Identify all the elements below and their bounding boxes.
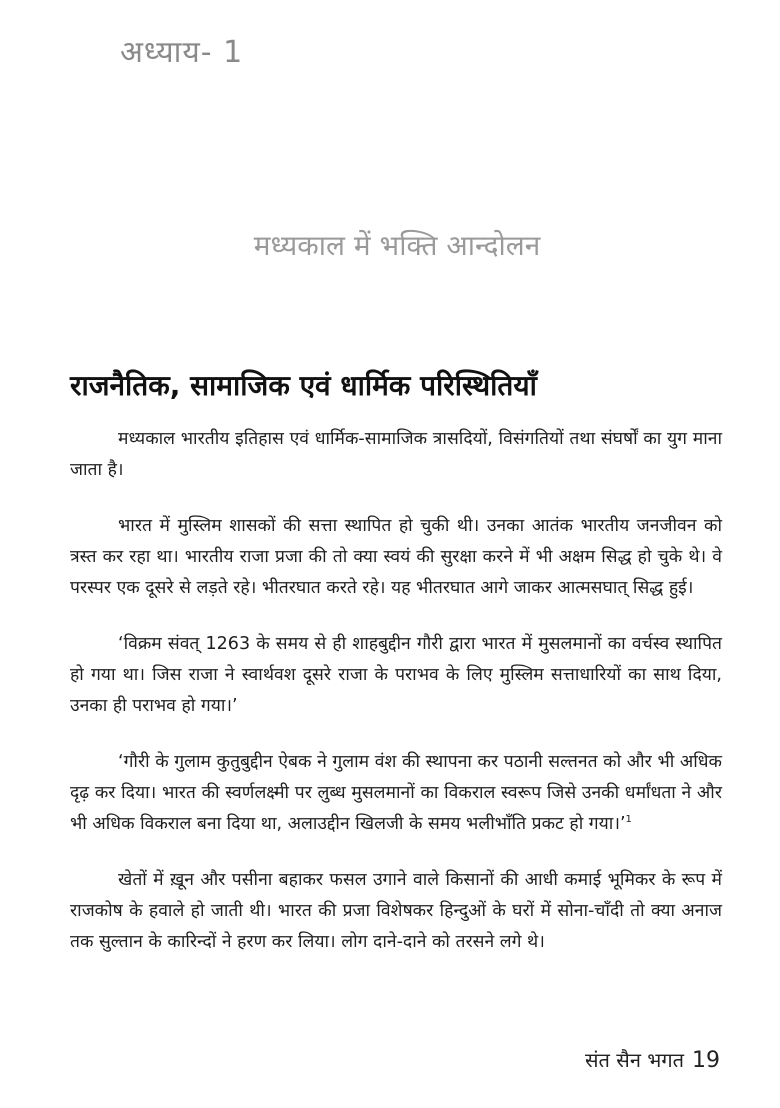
paragraph-1: मध्यकाल भारतीय इतिहास एवं धार्मिक-सामाजिक त्रासदियों, विसंगतियों तथा संघर्षों का युग माना जाता है। (70, 429, 722, 480)
body-text (70, 424, 722, 983)
chapter-label: अध्याय- 1 (120, 35, 244, 70)
section-heading: राजनैतिक, सामाजिक एवं धार्मिक परिस्थितियाँ (70, 369, 537, 402)
paragraph-2: भारत में मुस्लिम शासकों की सत्ता स्थापित हो चुकी थी। उनका आतंक भारतीय जनजीवन को त्रस्त कर रहा था। भारतीय राजा प्रजा की तो क्या स्वयं की सुरक्षा करने में भी अक्षम सिद्ध हो चुके थे। वे परस्पर एक दूसरे से लड़ते रहे। भीतरघात करते रहे। यह भीतरघात आगे जाकर आत्मसघात् सिद्ध हुई। (70, 516, 722, 598)
footnote-marker: 1 (625, 814, 632, 826)
paragraph-4-text: ‘गौरी के गुलाम कुतुबुद्दीन ऐबक ने गुलाम वंश की स्थापना कर पठानी सल्तनत को और भी अधिक दृढ़ कर दिया। भारत की स्वर्णलक्ष्मी पर लुब्ध मुसलमानों का विकराल स्वरूप जिसे उनकी धर्मांधता ने और भी अधिक विकराल बना दिया था, अलाउद्दीन खिलजी के समय भलीभाँति प्रकट हो गया।’ (70, 752, 722, 834)
paragraph-4 (70, 747, 722, 840)
book-title: संत सैन भगत (585, 1048, 684, 1072)
page-number: 19 (692, 1048, 720, 1073)
paragraph-5: खेतों में ख़ून और पसीना बहाकर फसल उगाने वाले किसानों की आधी कमाई भूमिकर के रूप में राजकोष के हवाले हो जाती थी। भारत की प्रजा विशेषकर हिन्दुओं के घरों में सोना-चाँदी तो क्या अनाज तक सुल्तान के कारिन्दों ने हरण कर लिया। लोग दाने-दाने को तरसने लगे थे। (70, 870, 722, 952)
paragraph-3: ‘विक्रम संवत् 1263 के समय से ही शाहबुद्दीन गौरी द्वारा भारत में मुसलमानों का वर्चस्व स्थापित हो गया था। जिस राजा ने स्वार्थवश दूसरे राजा के पराभव के लिए मुस्लिम सत्ताधारियों का साथ दिया, उनका ही पराभव हो गया।’ (70, 634, 722, 716)
chapter-title: मध्यकाल में भक्ति आन्दोलन (253, 229, 541, 262)
page-footer (585, 1046, 720, 1073)
